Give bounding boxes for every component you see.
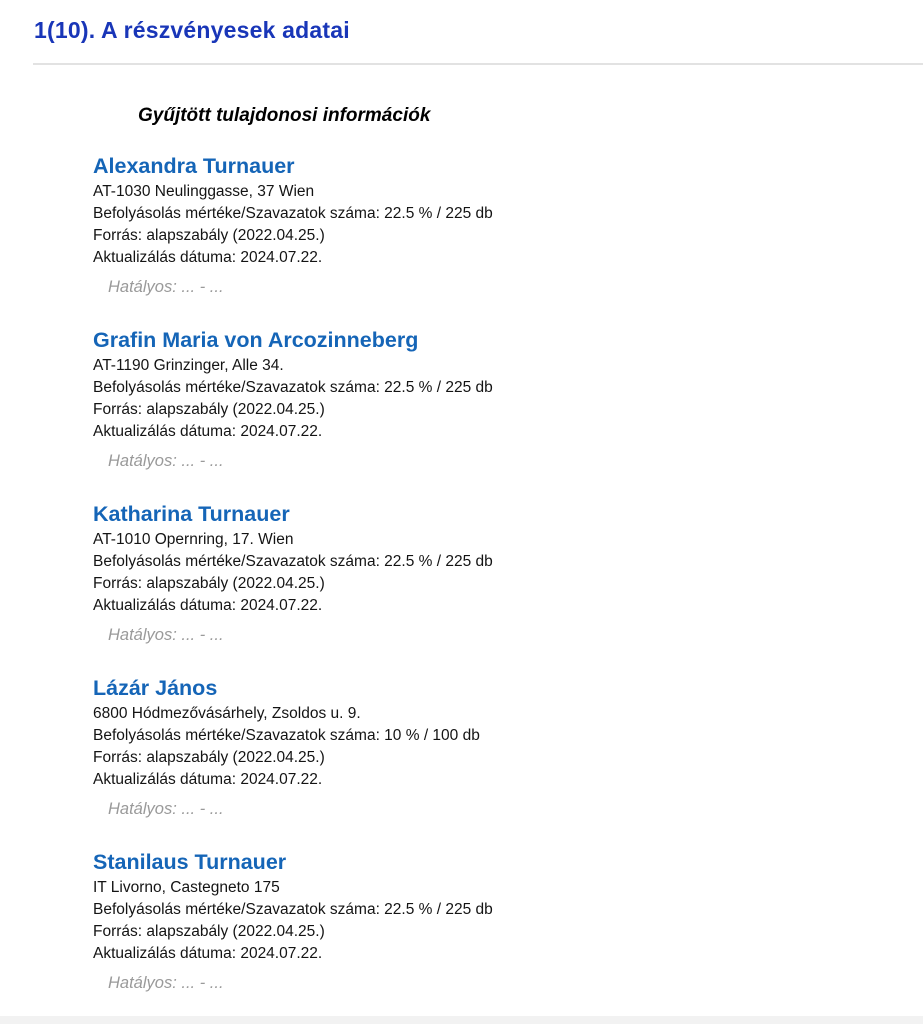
owner-validity: Hatályos: ... - ...: [108, 452, 224, 470]
owner-source: Forrás: alapszabály (2022.04.25.): [93, 923, 325, 940]
owner-name[interactable]: Alexandra Turnauer: [93, 154, 295, 178]
owner-name[interactable]: Katharina Turnauer: [93, 502, 290, 526]
owner-updated: Aktualizálás dátuma: 2024.07.22.: [93, 249, 323, 266]
owner-entry: [93, 673, 893, 847]
owner-updated: Aktualizálás dátuma: 2024.07.22.: [93, 597, 323, 614]
owner-updated: Aktualizálás dátuma: 2024.07.22.: [93, 423, 323, 440]
owner-address: AT-1030 Neulinggasse, 37 Wien: [93, 183, 315, 200]
owner-influence: Befolyásolás mértéke/Szavazatok száma: 10 % / 100 db: [93, 727, 480, 744]
owner-address: AT-1190 Grinzinger, Alle 34.: [93, 357, 284, 374]
owner-validity: Hatályos: ... - ...: [108, 974, 224, 992]
owner-address: 6800 Hódmezővásárhely, Zsoldos u. 9.: [93, 705, 361, 722]
owner-validity: Hatályos: ... - ...: [108, 626, 224, 644]
owner-entry: [93, 499, 893, 673]
owner-updated: Aktualizálás dátuma: 2024.07.22.: [93, 945, 323, 962]
owner-address: IT Livorno, Castegneto 175: [93, 879, 280, 896]
owner-entry: [93, 325, 893, 499]
owner-list: [93, 151, 893, 1021]
owner-validity: Hatályos: ... - ...: [108, 800, 224, 818]
owner-source: Forrás: alapszabály (2022.04.25.): [93, 575, 325, 592]
owner-name[interactable]: Grafin Maria von Arcozinneberg: [93, 328, 419, 352]
owner-influence: Befolyásolás mértéke/Szavazatok száma: 22.5 % / 225 db: [93, 205, 493, 222]
owner-influence: Befolyásolás mértéke/Szavazatok száma: 22.5 % / 225 db: [93, 901, 493, 918]
section-heading: Gyűjtött tulajdonosi információk: [138, 105, 431, 126]
owner-address: AT-1010 Opernring, 17. Wien: [93, 531, 294, 548]
owner-influence: Befolyásolás mértéke/Szavazatok száma: 22.5 % / 225 db: [93, 379, 493, 396]
owner-updated: Aktualizálás dátuma: 2024.07.22.: [93, 771, 323, 788]
owner-influence: Befolyásolás mértéke/Szavazatok száma: 22.5 % / 225 db: [93, 553, 493, 570]
owner-source: Forrás: alapszabály (2022.04.25.): [93, 401, 325, 418]
page-title: 1(10). A részvényesek adatai: [34, 17, 350, 43]
owner-entry: [93, 151, 893, 325]
owner-name[interactable]: Lázár János: [93, 676, 218, 700]
owner-validity: Hatályos: ... - ...: [108, 278, 224, 296]
footer-bar: [0, 1016, 923, 1024]
owner-entry: [93, 847, 893, 1021]
title-divider: [33, 63, 923, 65]
owner-source: Forrás: alapszabály (2022.04.25.): [93, 749, 325, 766]
owner-source: Forrás: alapszabály (2022.04.25.): [93, 227, 325, 244]
owner-name[interactable]: Stanilaus Turnauer: [93, 850, 287, 874]
